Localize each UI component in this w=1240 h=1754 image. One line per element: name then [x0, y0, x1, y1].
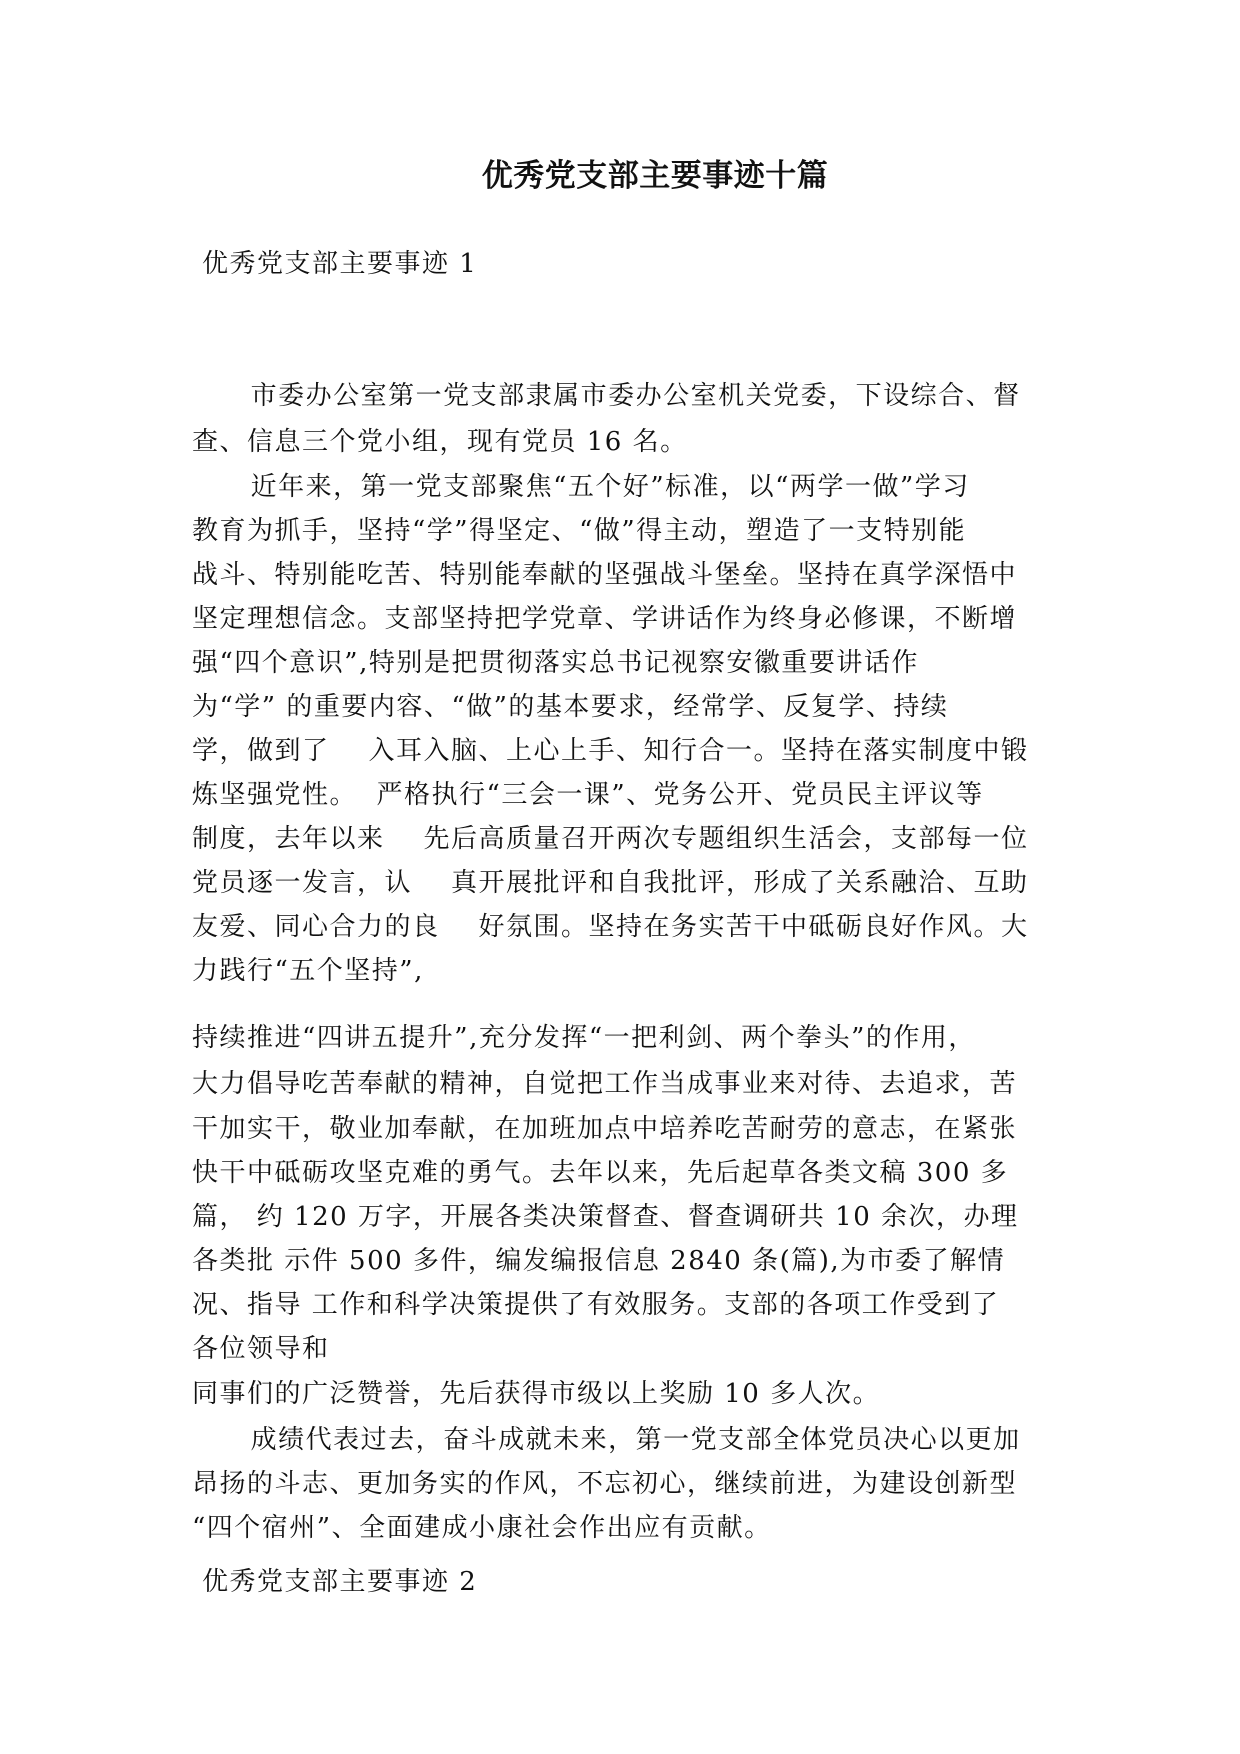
- paragraph-line: 成绩代表过去，奋斗成就未来，第一党支部全体党员决心以更加: [192, 1425, 1021, 1455]
- paragraph-line: 快干中砥砺攻坚克难的勇气。去年以来，先后起草各类文稿 300 多: [192, 1158, 1009, 1188]
- paragraph-line: 教育为抓手，坚持“学”得坚定、“做”得主动，塑造了一支特别能: [192, 516, 967, 546]
- paragraph-line: 篇， 约 120 万字，开展各类决策督查、督查调研共 10 余次，办理: [192, 1202, 1019, 1232]
- paragraph-line: 况、指导 工作和科学决策提供了有效服务。支部的各项工作受到了: [192, 1290, 1000, 1320]
- paragraph-line: 坚定理想信念。支部坚持把学党章、学讲话作为终身必修课，不断增: [192, 604, 1018, 634]
- paragraph-line: “四个宿州”、全面建成小康社会作出应有贡献。: [192, 1513, 772, 1543]
- paragraph-line: 查、信息三个党小组，现有党员 16 名。: [192, 427, 688, 457]
- paragraph-line: 大力倡导吃苦奉献的精神，自觉把工作当成事业来对待、去追求，苦: [192, 1069, 1018, 1099]
- page-title: 优秀党支部主要事迹十篇: [481, 158, 829, 194]
- paragraph-line: 干加实干，敬业加奉献，在加班加点中培养吃苦耐劳的意志，在紧张: [192, 1114, 1018, 1144]
- section-heading-2: 优秀党支部主要事迹 2: [202, 1567, 478, 1597]
- paragraph-line: 力践行“五个坚持”,: [192, 956, 424, 986]
- paragraph-line: 各位领导和: [192, 1334, 330, 1364]
- section-heading-1: 优秀党支部主要事迹 1: [202, 249, 478, 279]
- paragraph-line: 为“学” 的重要内容、“做”的基本要求，经常学、反复学、持续: [192, 692, 949, 722]
- paragraph-line: 学，做到了 入耳入脑、上心上手、知行合一。坚持在落实制度中锻: [192, 736, 1029, 766]
- paragraph-line: 制度，去年以来 先后高质量召开两次专题组织生活会，支部每一位: [192, 824, 1029, 854]
- paragraph-line: 炼坚强党性。 严格执行“三会一课”、党务公开、党员民主评议等: [192, 780, 984, 810]
- paragraph-line: 强“四个意识”,特别是把贯彻落实总书记视察安徽重要讲话作: [192, 648, 919, 678]
- paragraph-line: 持续推进“四讲五提升”,充分发挥“一把利剑、两个拳头”的作用，: [192, 1023, 976, 1053]
- paragraph-line: 党员逐一发言，认 真开展批评和自我批评，形成了关系融洽、互助: [192, 868, 1029, 898]
- paragraph-line: 友爱、同心合力的良 好氛围。坚持在务实苦干中砥砺良好作风。大: [192, 912, 1029, 942]
- paragraph-line: 市委办公室第一党支部隶属市委办公室机关党委，下设综合、督: [192, 381, 1021, 411]
- paragraph-line: 各类批 示件 500 多件，编发编报信息 2840 条(篇),为市委了解情: [192, 1246, 1006, 1276]
- paragraph-line: 昂扬的斗志、更加务实的作风，不忘初心，继续前进，为建设创新型: [192, 1469, 1018, 1499]
- paragraph-line: 近年来，第一党支部聚焦“五个好”标准，以“两学一做”学习: [192, 472, 970, 502]
- paragraph-line: 同事们的广泛赞誉，先后获得市级以上奖励 10 多人次。: [192, 1379, 881, 1409]
- paragraph-line: 战斗、特别能吃苦、特别能奉献的坚强战斗堡垒。坚持在真学深悟中: [192, 560, 1018, 590]
